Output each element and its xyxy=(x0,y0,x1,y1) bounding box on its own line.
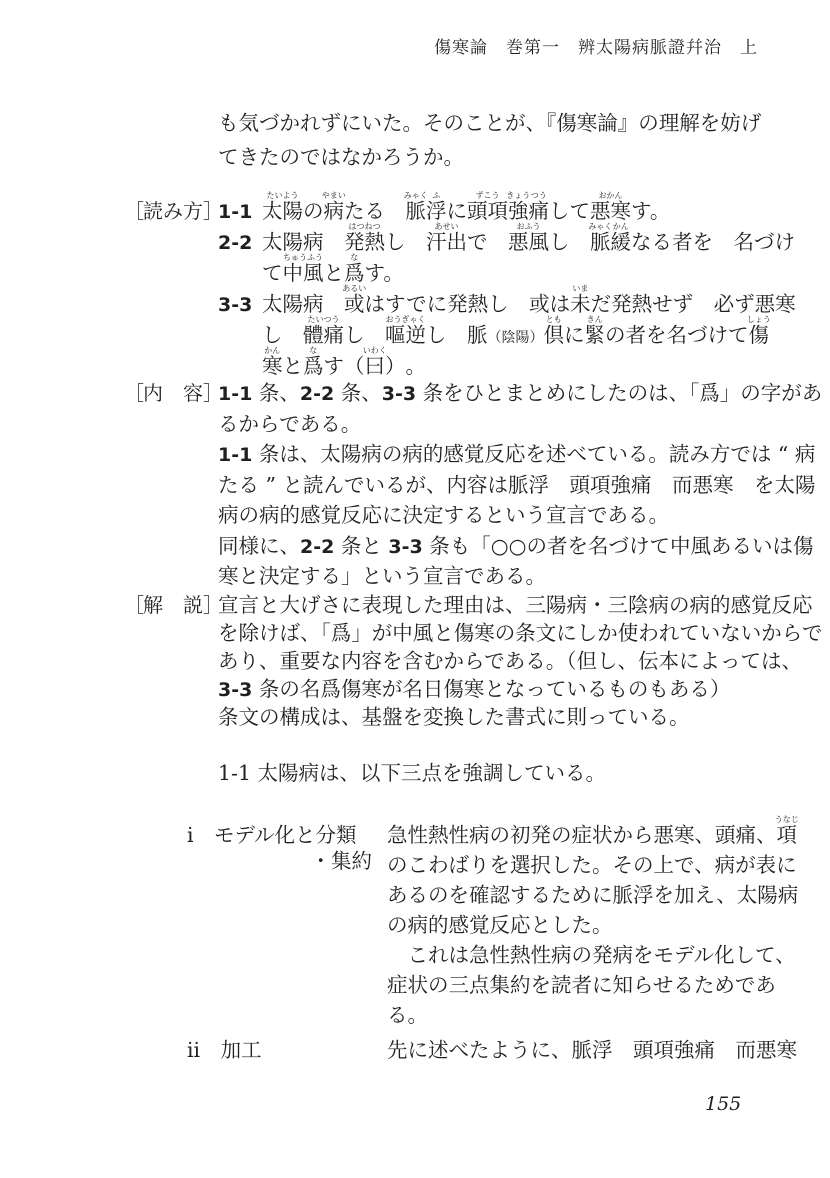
page-number: 155 xyxy=(705,1093,742,1115)
intro-line: てきたのではなかろうか。 xyxy=(218,145,464,169)
commentary-line: を除けば、「爲」が中風と傷寒の条文にしか使われていないからで xyxy=(218,621,823,645)
content-line: たる ” と読んでいるが、内容は脈浮 頭項強痛 而悪寒 を太陽 xyxy=(218,473,816,497)
reading-label: ［読み方］ xyxy=(124,199,223,223)
item-label: ii 加工 xyxy=(187,1038,262,1062)
reading-number: 1-1 xyxy=(218,201,253,223)
commentary-line: あり、重要な内容を含むからである。（但し、伝本によっては、 xyxy=(218,649,803,673)
content-line: るからである。 xyxy=(218,412,362,436)
commentary-line: 3-3 条の名爲傷寒が名日傷寒となっているものもある） xyxy=(218,677,731,701)
content-label: ［内 容］ xyxy=(124,381,223,405)
reading-number: 2-2 xyxy=(218,232,253,254)
item-label: i モデル化と分類 xyxy=(187,823,357,847)
item-line: 急性熱性病の初発の症状から悪寒、頭痛、項 うなじ xyxy=(387,815,799,847)
item-label: ・集約 xyxy=(310,849,372,873)
reading-line: 太陽 たいよう の病 やまい たる 脈 みゃく 浮 ふ に頭項 ずこう 強 きょう 痛 つう して悪寒 おかん す。 xyxy=(262,191,671,223)
running-header: 傷寒論 巻第一 辨太陽病脈證幷治 上 xyxy=(434,38,758,58)
item-line: る。 xyxy=(387,1003,428,1027)
item-line: 症状の三点集約を読者に知らせるためであ xyxy=(387,973,776,997)
commentary-label: ［解 説］ xyxy=(124,593,223,617)
commentary-line: 宣言と大げさに表現した理由は、三陽病・三陰病の病的感覚反応 xyxy=(218,593,813,617)
content-line: 寒と決定する」という宣言である。 xyxy=(218,564,546,588)
reading-number: 3-3 xyxy=(218,294,253,316)
content-line: 1-1 条、2-2 条、3-3 条をひとまとめにしたのは、「爲」の字があ xyxy=(218,381,823,405)
content-line: 同様に、2-2 条と 3-3 条も「○○の者を名づけて中風あるいは傷 xyxy=(218,534,814,558)
reading-line: 太陽病 発熱 はつねつ し 汗出 あせい で 悪風 おふう し 脈 みゃく 緩 かん なる者を 名づけ xyxy=(262,222,795,254)
intro-line: も気づかれずにいた。そのことが、『傷寒論』の理解を妨げ xyxy=(218,111,762,135)
item-line: 先に述べたように、脈浮 頭項強痛 而悪寒 xyxy=(387,1038,797,1062)
content-line: 1-1 条は、太陽病の病的感覚反応を述べている。読み方では “ 病 xyxy=(218,442,816,466)
reading-line: 寒 かん と爲 な す（曰） いわく 。 xyxy=(262,346,426,378)
item-line: のこわばりを選択した。その上で、病が表に xyxy=(387,853,797,877)
content-line: 病の病的感覚反応に決定するという宣言である。 xyxy=(218,503,669,527)
reading-line: し 體痛 たいつう し 嘔逆 おうぎゃく し 脈（陰陽）倶 とも に緊 きん の者を名づけて傷 しょう xyxy=(262,315,771,347)
reading-line: 太陽病 或 あるい はすでに発熱し 或は未 いま だ発熱せず 必ず悪寒 xyxy=(262,284,796,316)
commentary-line: 条文の構成は、基盤を変換した書式に則っている。 xyxy=(218,705,690,729)
subheading: 1-1 太陽病は、以下三点を強調している。 xyxy=(218,761,607,785)
item-line: これは急性熱性病の発病をモデル化して、 xyxy=(387,943,796,967)
item-line: あるのを確認するために脈浮を加え、太陽病 xyxy=(387,883,799,907)
item-line: の病的感覚反応とした。 xyxy=(387,913,613,937)
reading-line: て中風 ちゅうふう と爲 な す。 xyxy=(262,253,404,285)
